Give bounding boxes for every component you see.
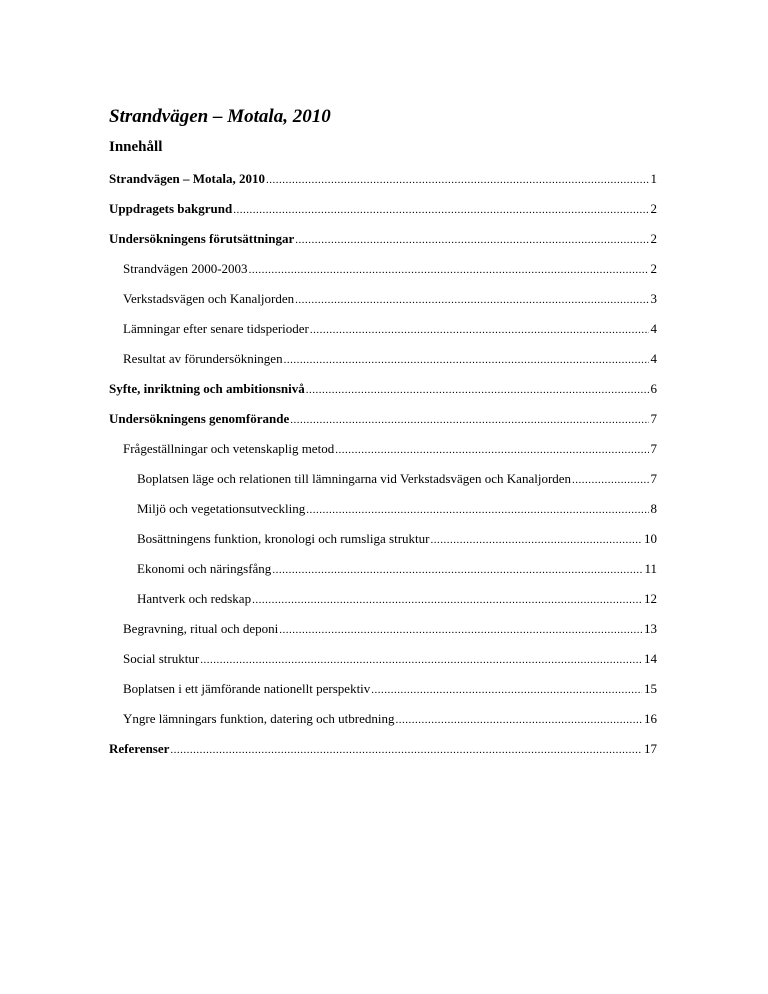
toc-entry-title: Yngre lämningars funktion, datering och utbredning [123,711,395,726]
toc-dot-leader [310,321,649,339]
toc-dot-leader [430,531,642,549]
toc-entry-title: Boplatsen i ett jämförande nationellt perspektiv [123,681,371,696]
toc-dot-leader [249,261,649,279]
toc-entry-page: 4 [650,351,657,366]
toc-entry-page: 1 [650,171,657,186]
toc-dot-leader [272,561,642,579]
toc-entry[interactable] [123,440,657,458]
toc-entry[interactable] [123,350,657,368]
toc-entry-title: Begravning, ritual och deponi [123,621,279,636]
toc-entry-title: Ekonomi och näringsfång [137,561,272,576]
toc-entry[interactable] [109,410,657,428]
toc-dot-leader [284,351,649,369]
toc-entry-title: Syfte, inriktning och ambitionsnivå [109,381,305,396]
toc-dot-leader [295,291,648,309]
toc-entry-title: Undersökningens förutsättningar [109,231,295,246]
toc-entry-page: 12 [644,591,657,606]
toc-entry[interactable] [123,290,657,308]
toc-entry-title: Strandvägen – Motala, 2010 [109,171,265,186]
toc-entry[interactable] [123,320,657,338]
toc-entry-page: 8 [650,501,657,516]
toc-entry-page: 10 [644,531,657,546]
toc-entry-title: Bosättningens funktion, kronologi och rumsliga struktur [137,531,430,546]
toc-entry-page: 7 [650,411,657,426]
document-title: Strandvägen – Motala, 2010 [109,106,331,127]
toc-entry[interactable] [123,260,657,278]
toc-entry-title: Strandvägen 2000-2003 [123,261,248,276]
toc-dot-leader [290,411,648,429]
toc-entry-page: 7 [650,471,657,486]
toc-entry-page: 17 [644,741,657,756]
toc-dot-leader [200,651,642,669]
toc-entry-page: 14 [644,651,657,666]
toc-entry-page: 7 [650,441,657,456]
toc-entry[interactable] [109,380,657,398]
toc-entry-title: Verkstadsvägen och Kanaljorden [123,291,295,306]
toc-entry[interactable] [137,470,657,488]
toc-entry-page: 11 [644,561,657,576]
toc-dot-leader [266,171,649,189]
toc-dot-leader [233,201,648,219]
toc-dot-leader [306,381,649,399]
toc-entry-title: Boplatsen läge och relationen till lämningarna vid Verkstadsvägen och Kanaljorden [137,471,572,486]
toc-entry-title: Referenser [109,741,170,756]
toc-entry-title: Uppdragets bakgrund [109,201,233,216]
toc-entry[interactable] [109,170,657,188]
toc-entry-title: Undersökningens genomförande [109,411,290,426]
toc-dot-leader [396,711,643,729]
toc-entry-title: Hantverk och redskap [137,591,252,606]
toc-entry[interactable] [123,710,657,728]
toc-entry[interactable] [137,590,657,608]
toc-entry[interactable] [137,500,657,518]
toc-entry[interactable] [109,230,657,248]
toc-entry-title: Miljö och vegetationsutveckling [137,501,306,516]
toc-entry-page: 2 [650,231,657,246]
toc-entry-title: Social struktur [123,651,200,666]
toc-entry-title: Lämningar efter senare tidsperioder [123,321,309,336]
toc-dot-leader [252,591,642,609]
toc-entry-title: Resultat av förundersökningen [123,351,283,366]
toc-dot-leader [295,231,648,249]
toc-entry[interactable] [123,680,657,698]
toc-heading: Innehåll [109,139,163,155]
toc-dot-leader [306,501,648,519]
toc-dot-leader [170,741,642,759]
toc-entry-page: 15 [644,681,657,696]
toc-entry-title: Frågeställningar och vetenskaplig metod [123,441,335,456]
toc-entry-page: 16 [644,711,657,726]
toc-entry-page: 6 [650,381,657,396]
toc-entry-page: 3 [650,291,657,306]
toc-dot-leader [335,441,648,459]
toc-entry[interactable] [123,650,657,668]
toc-entry[interactable] [109,200,657,218]
toc-entry-page: 13 [644,621,657,636]
toc-entry-page: 2 [650,261,657,276]
toc-dot-leader [371,681,642,699]
toc-entry[interactable] [137,530,657,548]
toc-dot-leader [572,471,648,489]
toc-entry[interactable] [137,560,657,578]
toc-entry-page: 4 [650,321,657,336]
toc-entry[interactable] [109,740,657,758]
toc-dot-leader [279,621,642,639]
toc-entry-page: 2 [650,201,657,216]
toc-entry[interactable] [123,620,657,638]
